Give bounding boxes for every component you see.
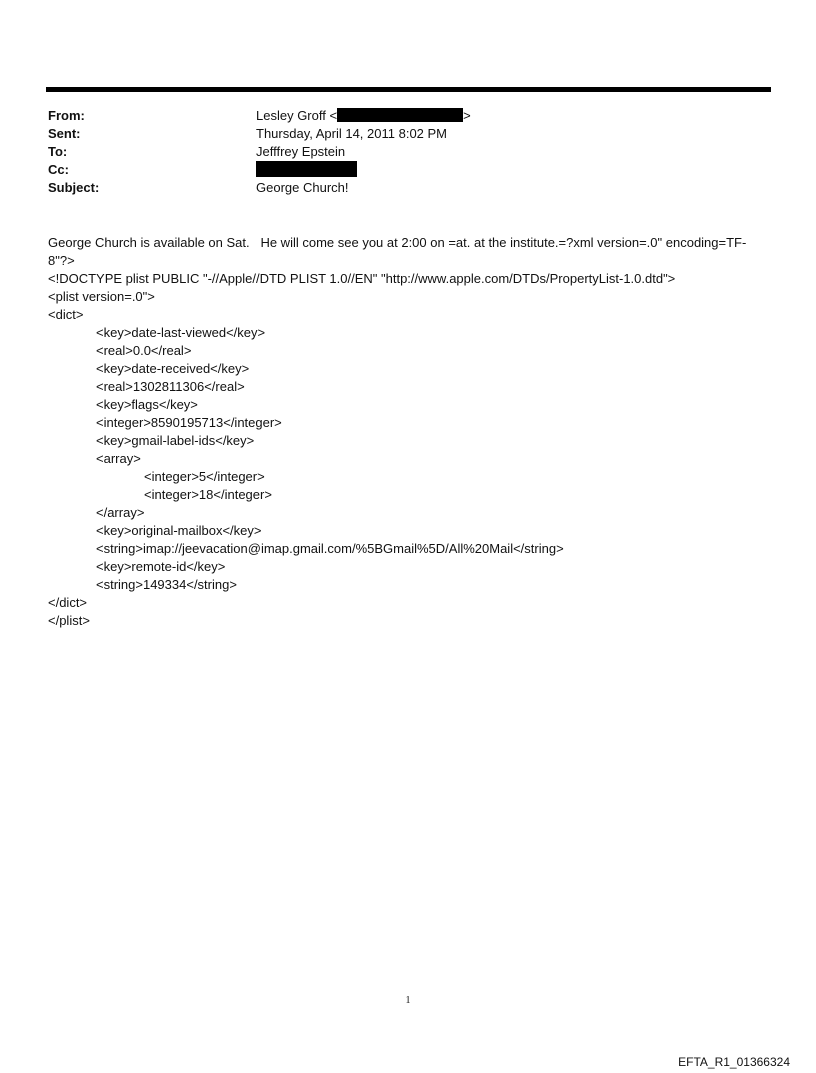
body-line: <string>149334</string> — [96, 577, 237, 592]
body-line: <integer>8590195713</integer> — [96, 415, 282, 430]
body-line: <dict> — [48, 307, 84, 322]
body-line: <key>date-last-viewed</key> — [96, 325, 266, 340]
sent-label: Sent: — [48, 126, 81, 141]
sent-value: Thursday, April 14, 2011 8:02 PM — [256, 126, 448, 141]
body-line: <key>date-received</key> — [96, 361, 250, 376]
from-value-end: > — [463, 108, 471, 123]
body-line: <integer>18</integer> — [144, 487, 272, 502]
body-line: <plist version=.0"> — [48, 289, 155, 304]
body-line: </array> — [96, 505, 145, 520]
body-line: <!DOCTYPE plist PUBLIC "-//Apple//DTD PLIST 1.0//EN" "http://www.apple.com/DTDs/PropertyList-1.0.dtd"> — [48, 271, 676, 286]
from-value — [256, 107, 471, 125]
body-line: <key>flags</key> — [96, 397, 198, 412]
from-name: Lesley Groff < — [256, 108, 338, 123]
body-line: <array> — [96, 451, 141, 466]
body-line: <key>remote-id</key> — [96, 559, 226, 574]
body-line: <string>imap://jeevacation@imap.gmail.com/%5BGmail%5D/All%20Mail</string> — [96, 541, 564, 556]
header-rule — [46, 87, 771, 92]
subject-label: Subject: — [48, 180, 100, 195]
from-label: From: — [48, 108, 85, 123]
body-line: <integer>5</integer> — [144, 469, 265, 484]
subject-value: George Church! — [256, 180, 349, 195]
body-line: 8"?> — [48, 253, 75, 268]
redacted-cc — [256, 161, 357, 177]
body-line: George Church is available on Sat. He will come see you at 2:00 on =at. at the institute.=?xml version=.0" encoding=TF- — [48, 235, 747, 250]
body-line: </dict> — [48, 595, 88, 610]
cc-value — [256, 161, 357, 180]
to-value: Jefffrey Epstein — [256, 144, 346, 159]
body-line: <key>gmail-label-ids</key> — [96, 433, 255, 448]
body-line: <real>1302811306</real> — [96, 379, 245, 394]
cc-label: Cc: — [48, 162, 69, 177]
body-line: <key>original-mailbox</key> — [96, 523, 262, 538]
email-body — [48, 234, 778, 630]
bates-number: EFTA_R1_01366324 — [678, 1055, 790, 1069]
body-line: </plist> — [48, 613, 90, 628]
body-line: <real>0.0</real> — [96, 343, 192, 358]
page-number: 1 — [405, 995, 411, 1006]
to-label: To: — [48, 144, 68, 159]
redacted-email — [337, 108, 463, 122]
